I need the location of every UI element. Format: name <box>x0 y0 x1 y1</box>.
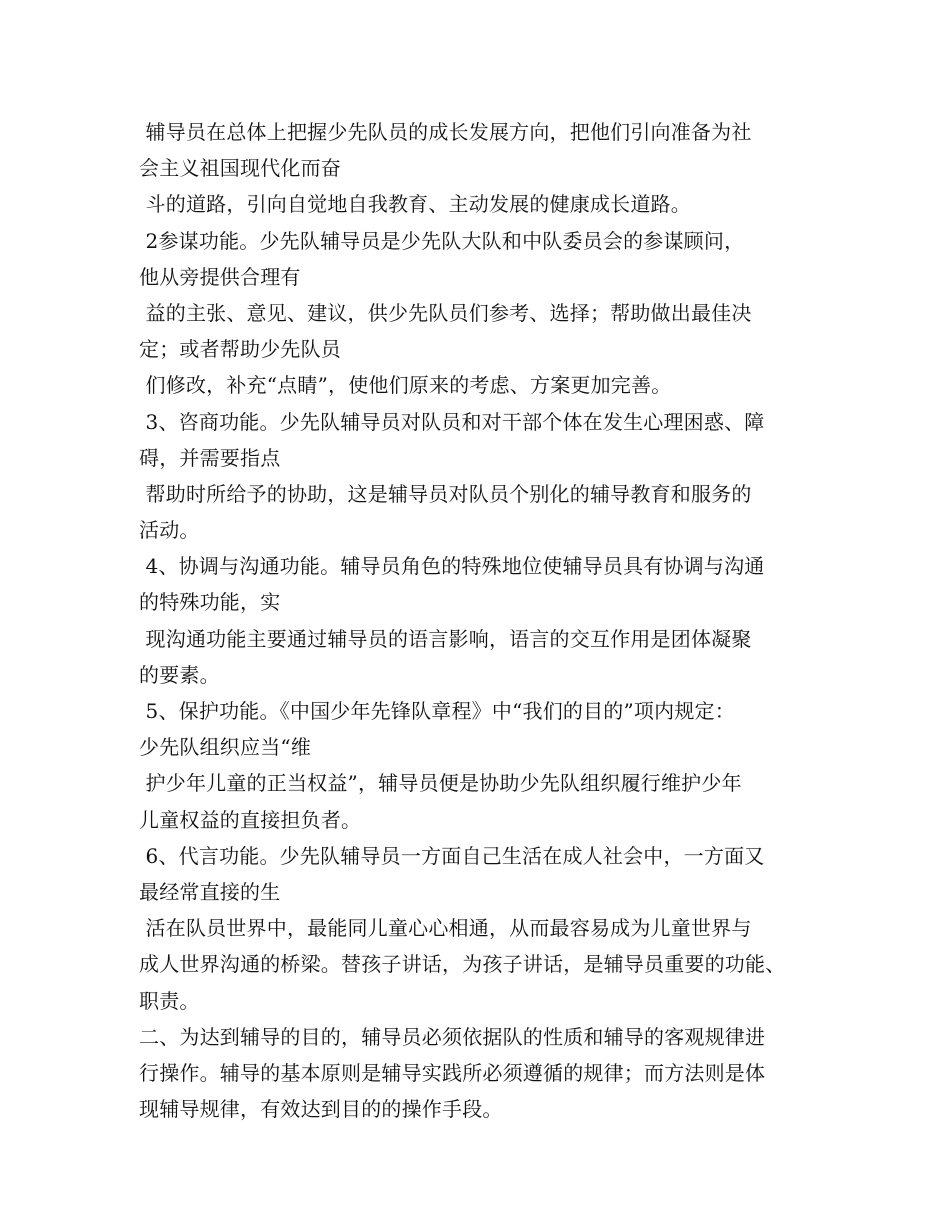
text-line: 斗的道路，引向自觉地自我教育、主动发展的健康成长道路。 <box>139 192 691 217</box>
text-line: 4、协调与沟通功能。辅导员角色的特殊地位使辅导员具有协调与沟通 <box>139 554 765 579</box>
text-line: 碍，并需要指点 <box>139 445 281 470</box>
text-line: 3、咨商功能。少先队辅导员对队员和对干部个体在发生心理困惑、障 <box>139 409 765 434</box>
text-line: 现辅导规律，有效达到目的的操作手段。 <box>139 1097 503 1122</box>
text-line: 活动。 <box>139 518 200 543</box>
text-line: 益的主张、意见、建议，供少先队员们参考、选择；帮助做出最佳决 <box>139 300 752 325</box>
text-line: 会主义祖国现代化而奋 <box>139 156 341 181</box>
text-line: 儿童权益的直接担负者。 <box>139 807 362 832</box>
text-line: 的特殊功能，实 <box>139 590 281 615</box>
document-body <box>139 114 839 1127</box>
text-line: 定；或者帮助少先队员 <box>139 337 341 362</box>
text-line: 护少年儿童的正当权益”，辅导员便是协助少先队组织履行维护少年 <box>139 771 742 796</box>
text-line: 行操作。辅导的基本原则是辅导实践所必须遵循的规律；而方法则是体 <box>139 1060 766 1085</box>
text-line: 职责。 <box>139 988 200 1013</box>
text-line: 帮助时所给予的协助，这是辅导员对队员个别化的辅导教育和服务的 <box>139 481 752 506</box>
text-line: 少先队组织应当“维 <box>139 735 312 760</box>
text-line: 成人世界沟通的桥梁。替孩子讲话，为孩子讲话，是辅导员重要的功能、 <box>139 952 786 977</box>
text-line: 现沟通功能主要通过辅导员的语言影响，语言的交互作用是团体凝聚 <box>139 626 752 651</box>
text-line: 活在队员世界中，最能同儿童心心相通，从而最容易成为儿童世界与 <box>139 916 752 941</box>
text-line: 6、代言功能。少先队辅导员一方面自己生活在成人社会中，一方面又 <box>139 843 765 868</box>
text-line: 辅导员在总体上把握少先队员的成长发展方向，把他们引向准备为社 <box>139 120 752 144</box>
text-line: 2参谋功能。少先队辅导员是少先队大队和中队委员会的参谋顾问， <box>139 228 745 253</box>
text-line: 最经常直接的生 <box>139 879 281 904</box>
text-line: 他从旁提供合理有 <box>139 264 301 289</box>
text-line: 二、为达到辅导的目的，辅导员必须依据队的性质和辅导的客观规律进 <box>139 1024 766 1049</box>
text-line: 们修改，补充“点睛”，使他们原来的考虑、方案更加完善。 <box>139 373 672 398</box>
text-line: 5、保护功能。《中国少年先锋队章程》中“我们的目的”项内规定： <box>139 699 735 723</box>
text-line: 的要素。 <box>139 662 220 687</box>
